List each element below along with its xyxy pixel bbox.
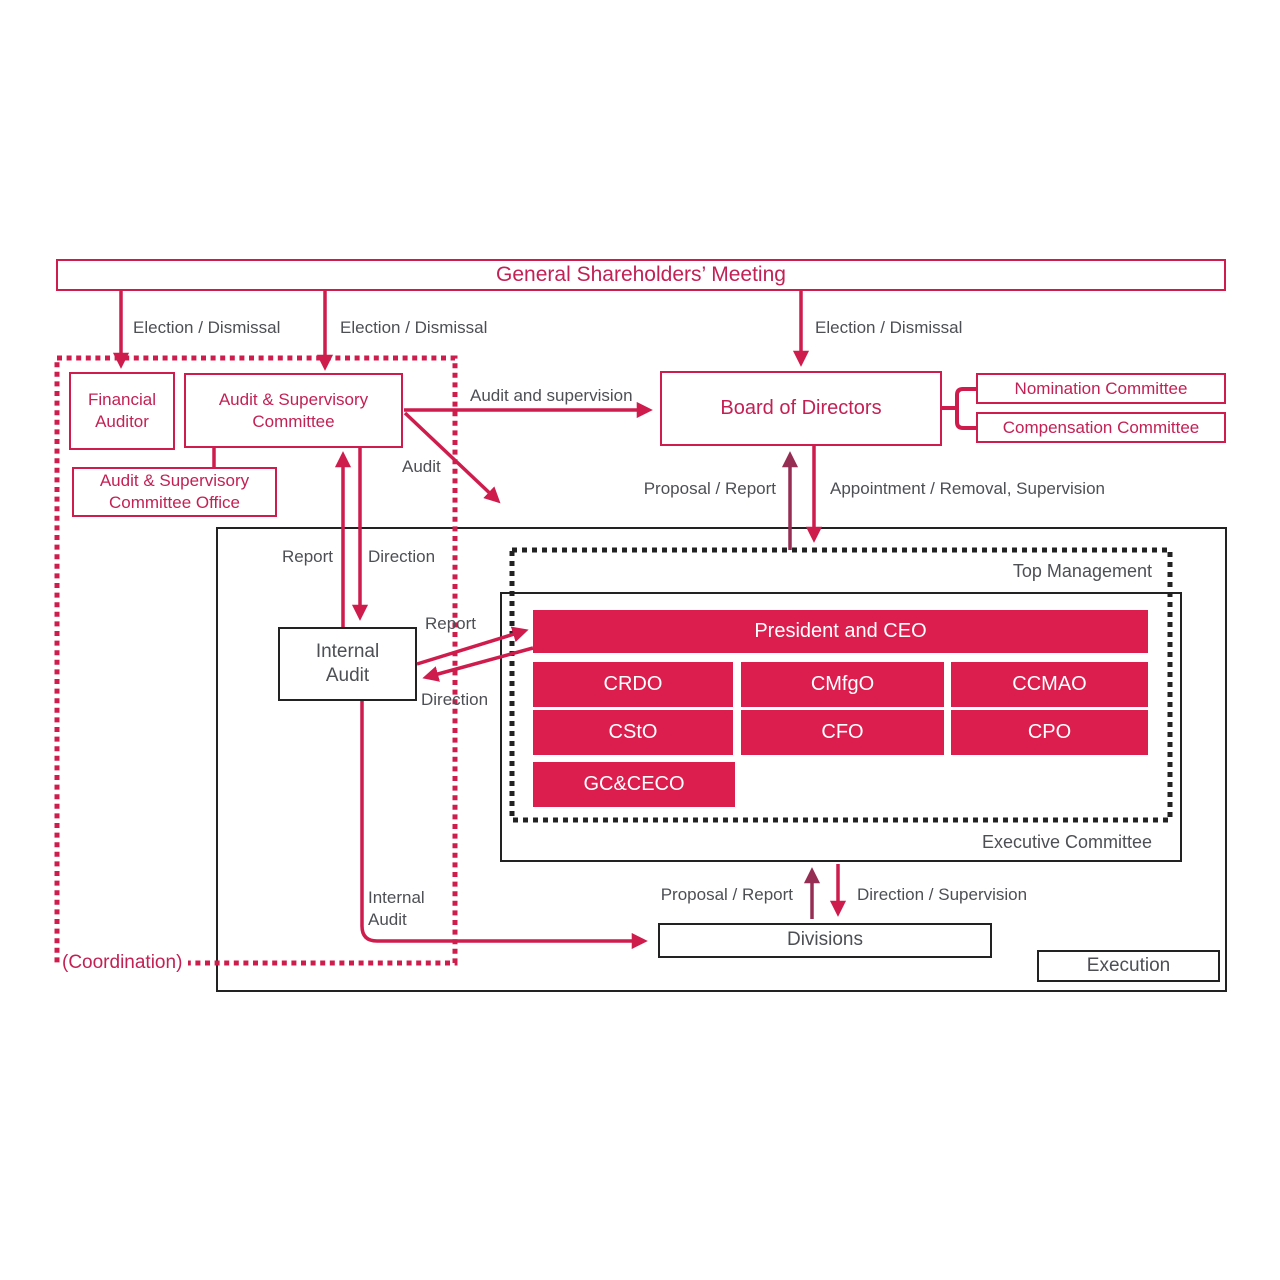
president-and-ceo-label: President and CEO (754, 620, 927, 642)
label-internal-audit-flow-line1: Internal (368, 888, 425, 907)
label-coordination: (Coordination) (60, 950, 188, 978)
label-election-dismissal-1: Election / Dismissal (133, 318, 281, 337)
financial-auditor-line1: Financial (87, 390, 157, 410)
divisions-label: Divisions (786, 929, 864, 951)
label-election-dismissal-2: Election / Dismissal (340, 318, 488, 337)
label-report-to-committee: Report (281, 547, 333, 566)
audit-committee-line1: Audit & Supervisory (218, 389, 369, 409)
internal-audit-line2: Audit (325, 665, 370, 686)
label-internal-audit-flow (368, 887, 425, 931)
officer-label-ccmao: CCMAO (1012, 673, 1087, 695)
label-direction-from-president: Direction (421, 690, 489, 709)
execution-label: Execution (1086, 954, 1171, 976)
audit-committee-line2: Committee (252, 411, 335, 431)
nomination-committee-label: Nomination Committee (1014, 378, 1188, 398)
board-of-directors-label: Board of Directors (720, 396, 882, 419)
label-internal-audit-flow-line2: Audit (368, 910, 407, 930)
officer-label-cpo: CPO (1027, 721, 1072, 743)
officer-label-gcceco: GC&CECO (583, 773, 685, 795)
officer-label-cfo: CFO (821, 721, 864, 743)
label-direction-from-committee: Direction (368, 547, 436, 566)
executive-committee-label: Executive Committee (981, 832, 1152, 852)
label-audit: Audit (402, 457, 441, 476)
officer-label-csto: CStO (608, 721, 658, 743)
audit-committee-office-line1: Audit & Supervisory (99, 471, 250, 491)
top-management-label: Top Management (1012, 561, 1152, 581)
internal-audit-line1: Internal (315, 640, 380, 662)
label-direction-supervision: Direction / Supervision (857, 885, 1028, 904)
label-audit-and-supervision: Audit and supervision (470, 386, 633, 405)
label-election-dismissal-3: Election / Dismissal (815, 318, 963, 337)
audit-committee-office-line2: Committee Office (108, 493, 240, 512)
officer-label-crdo: CRDO (603, 673, 663, 695)
label-appointment-removal-supervision: Appointment / Removal, Supervision (830, 479, 1105, 498)
compensation-committee-label: Compensation Committee (1002, 417, 1200, 437)
label-report-to-president: Report (425, 614, 477, 633)
general-shareholders-meeting-label: General Shareholders’ Meeting (496, 262, 786, 286)
label-proposal-report-bottom: Proposal / Report (660, 885, 793, 904)
financial-auditor-line2: Auditor (95, 412, 149, 431)
label-proposal-report-top: Proposal / Report (643, 479, 776, 498)
officer-label-cmfgo: CMfgO (810, 673, 875, 695)
